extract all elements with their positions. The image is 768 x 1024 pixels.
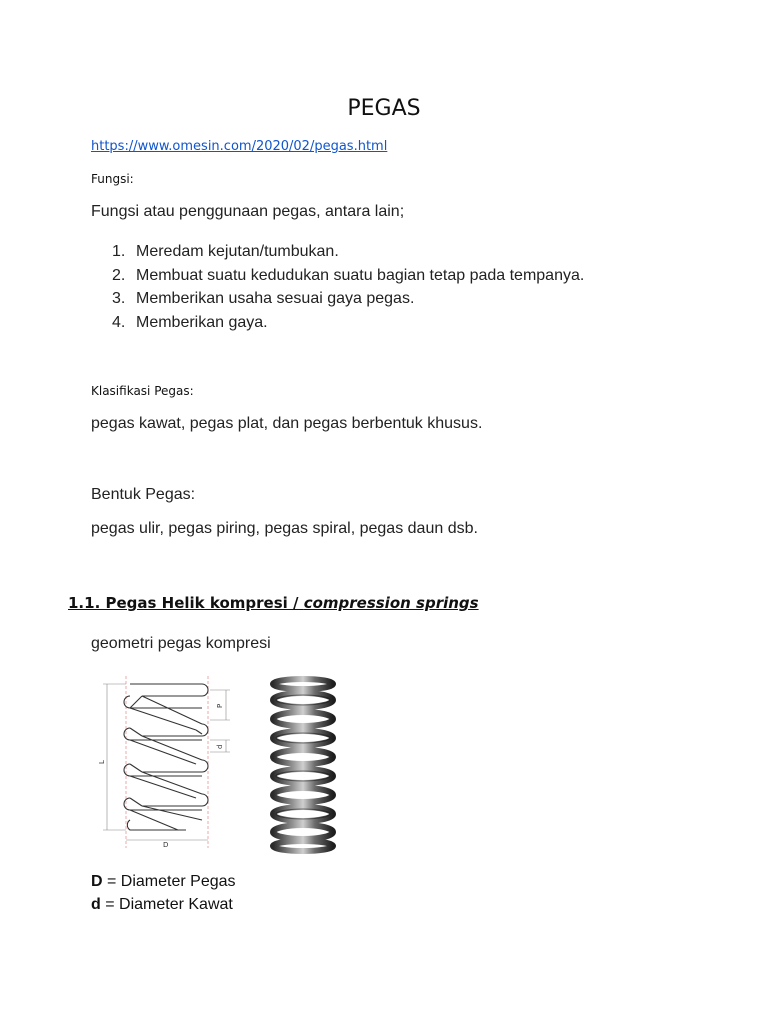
definition-symbol: d <box>91 896 101 913</box>
section-heading-prefix: 1.1. Pegas Helik kompresi / <box>68 594 304 612</box>
list-item-number: 1. <box>112 243 126 260</box>
fungsi-list <box>91 240 584 334</box>
diagram-label-L: L <box>98 760 106 764</box>
list-item-number: 4. <box>112 313 126 331</box>
section-heading <box>68 594 479 612</box>
klasifikasi-text: pegas kawat, pegas plat, dan pegas berbentuk khusus. <box>91 415 483 432</box>
klasifikasi-label: Klasifikasi Pegas: <box>91 384 194 398</box>
definition-symbol: D <box>91 873 103 890</box>
list-item-text: Membuat suatu kedudukan suatu bagian tetap pada tempanya. <box>136 266 585 284</box>
definition-text: = Diameter Pegas <box>102 873 236 890</box>
list-item <box>91 287 584 311</box>
list-item-number: 3. <box>112 290 126 307</box>
bentuk-label: Bentuk Pegas: <box>91 486 196 503</box>
definition-text: = Diameter Kawat <box>100 896 233 913</box>
list-item <box>91 240 584 264</box>
bentuk-text: pegas ulir, pegas piring, pegas spiral, pegas daun dsb. <box>91 520 478 537</box>
spring-geometry-diagram <box>98 672 238 858</box>
list-item-text: Memberikan gaya. <box>136 313 268 331</box>
list-item <box>91 311 584 335</box>
definition-d <box>91 896 233 914</box>
diagram-label-D: D <box>163 841 169 849</box>
page-title: PEGAS <box>347 96 421 121</box>
spring-photo <box>266 674 340 856</box>
definition-D <box>91 873 236 891</box>
source-link[interactable]: https://www.omesin.com/2020/02/pegas.html <box>91 139 388 154</box>
list-item-text: Meredam kejutan/tumbukan. <box>136 243 339 260</box>
list-item-number: 2. <box>112 266 126 284</box>
list-item <box>91 264 584 288</box>
list-item-text: Memberikan usaha sesuai gaya pegas. <box>136 290 415 307</box>
diagram-label-p: P <box>216 703 224 708</box>
geometri-caption: geometri pegas kompresi <box>91 635 271 652</box>
diagram-label-d: d <box>216 744 224 749</box>
fungsi-intro: Fungsi atau penggunaan pegas, antara lain; <box>91 203 405 220</box>
section-heading-italic: compression springs <box>303 594 479 612</box>
fungsi-label: Fungsi: <box>91 172 134 186</box>
